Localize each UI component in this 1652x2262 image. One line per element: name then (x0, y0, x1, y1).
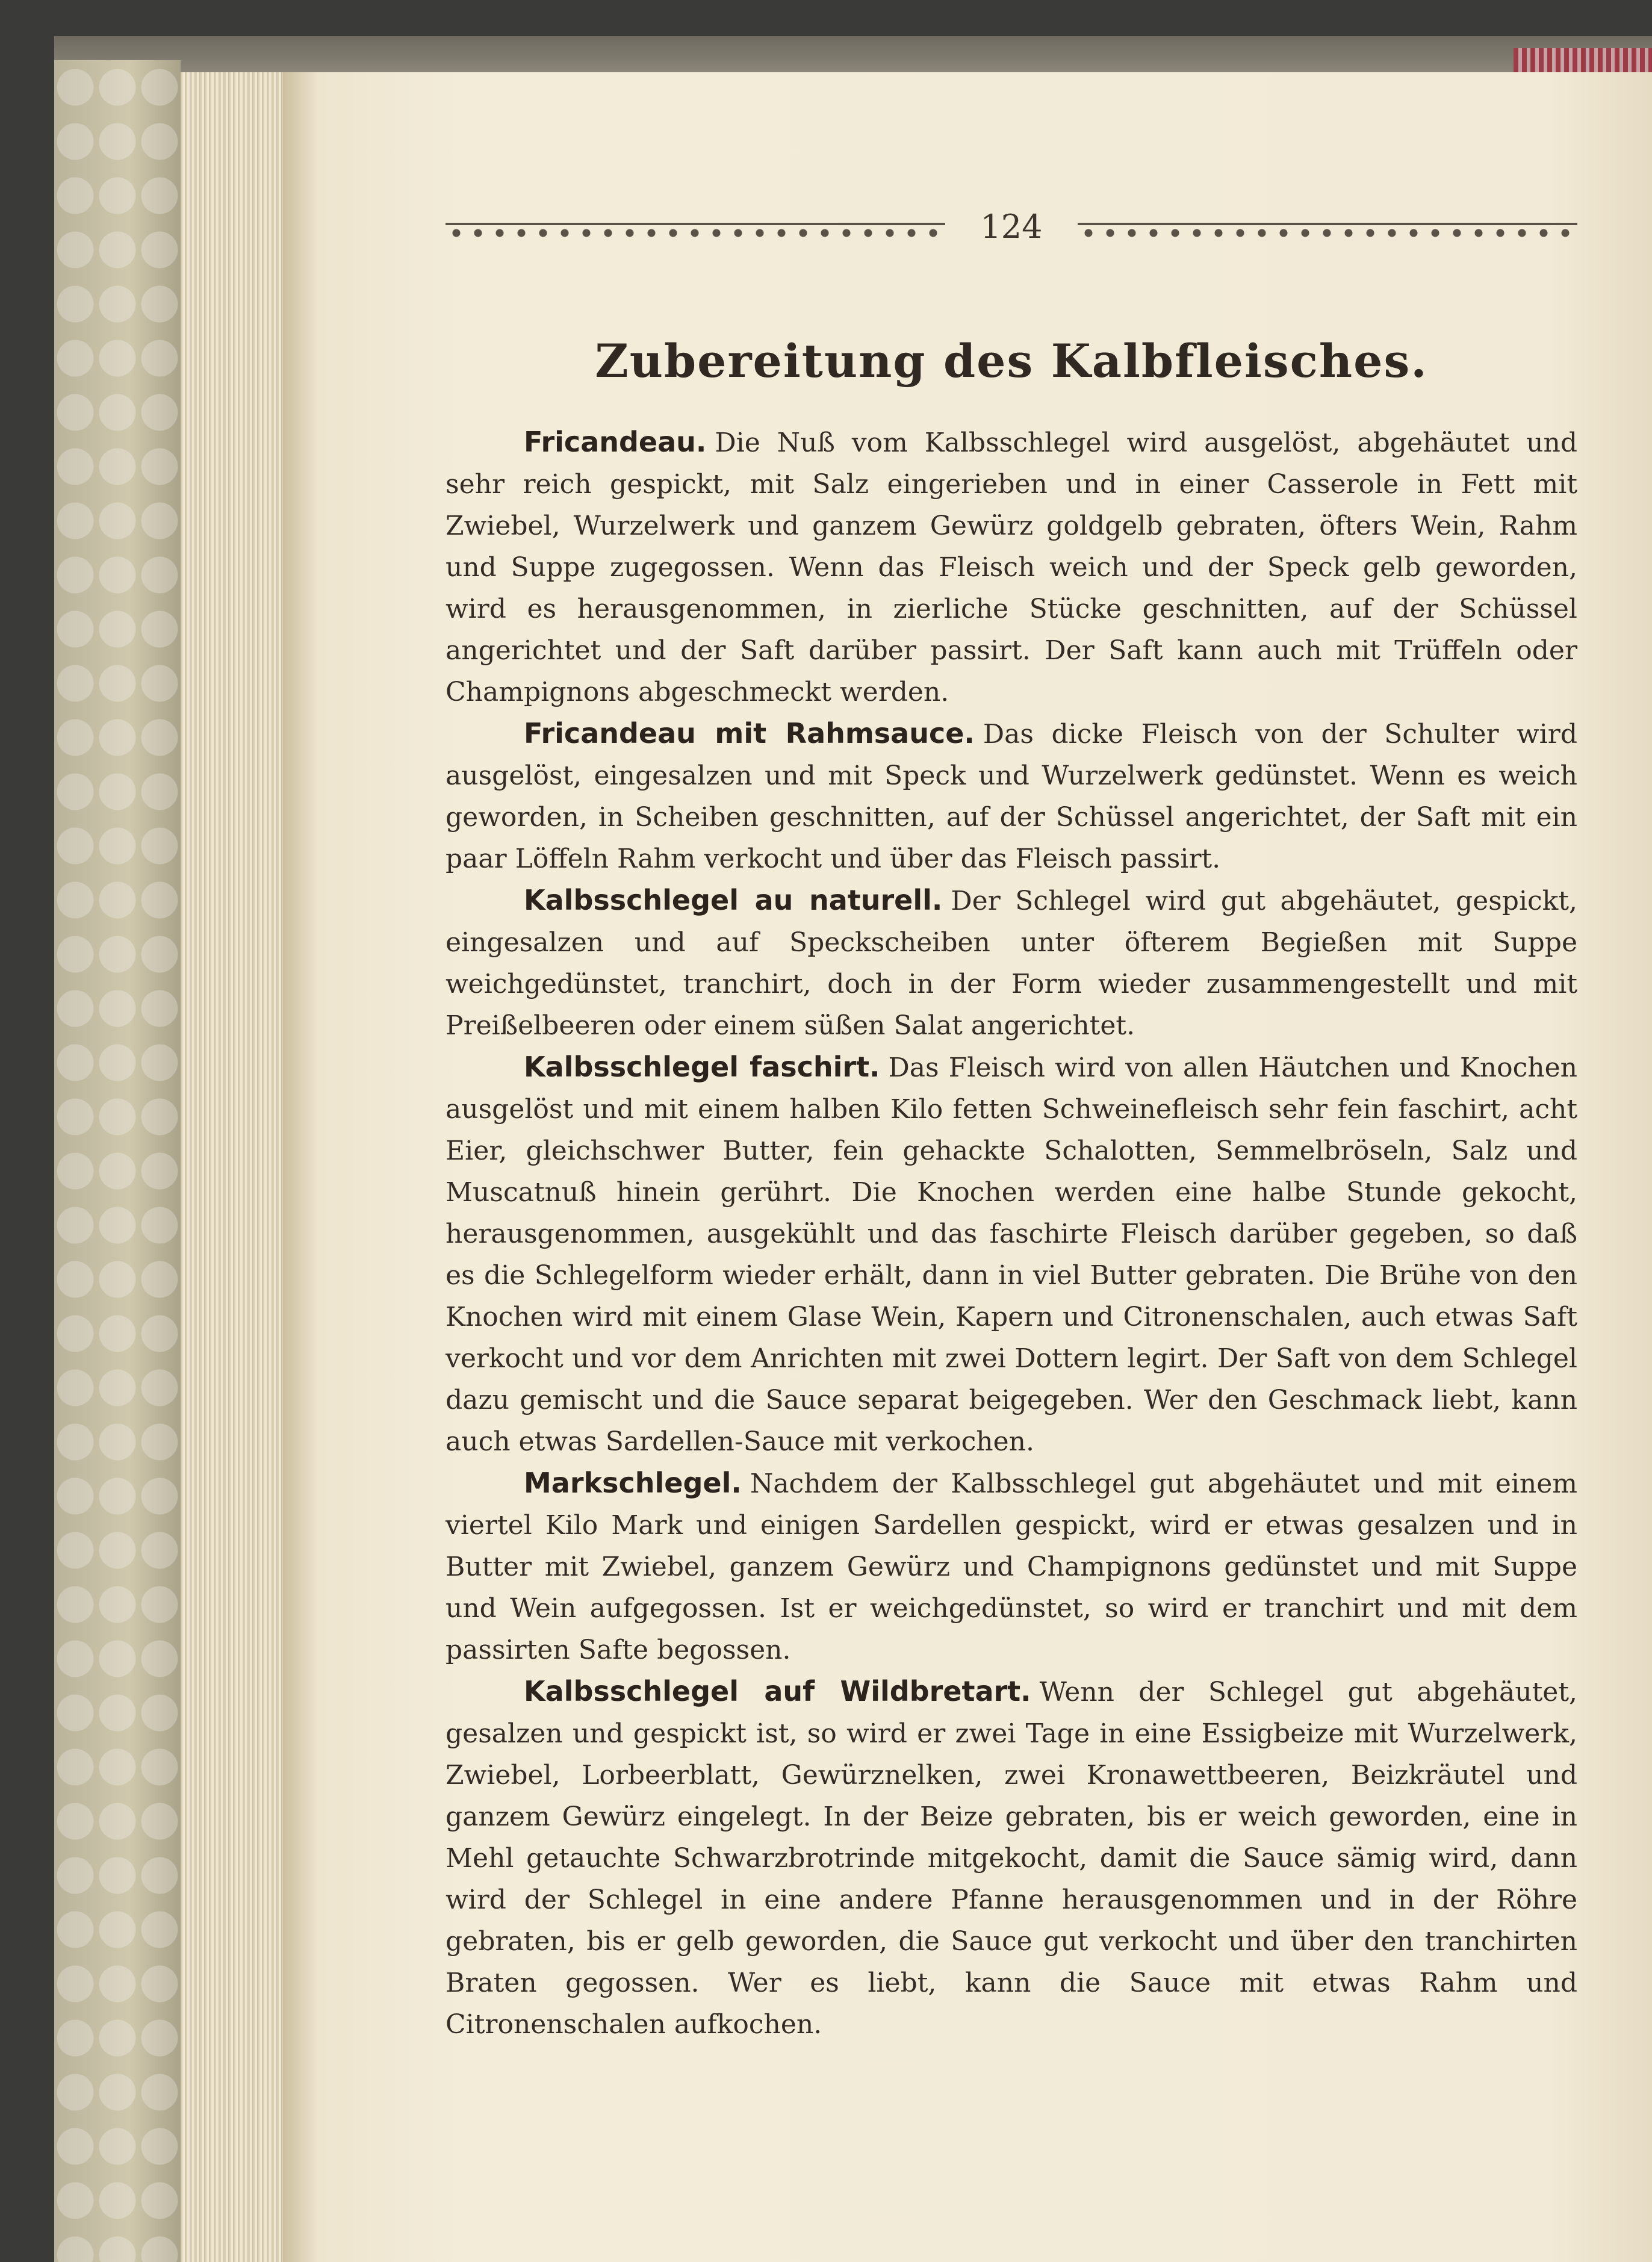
book-cover-left (54, 60, 181, 2262)
recipe-body: Nachdem der Kalbsschlegel gut abgehäutet und mit einem viertel Kilo Mark und einigen Sardellen gespickt, wird er etwas gesalzen und in Butter mit Zwiebel, ganzem Gewürz und Champignons gedünstet und mit Suppe und Wein aufgegossen. Ist er weichgedünstet, so wird er tranchirt und mit dem passirten Safte begossen. (446, 1468, 1577, 1665)
recipe-kalbsschlegel-wildbretart (446, 1671, 1577, 2045)
header-ornament-right (1078, 223, 1577, 241)
recipe-heading: Fricandeau mit Rahmsauce. (524, 717, 975, 750)
recipe-heading: Kalbsschlegel faschirt. (524, 1051, 880, 1083)
recipe-text (446, 421, 1577, 2045)
cover-binding-strip (1514, 48, 1652, 72)
recipe-body: Die Nuß vom Kalbsschlegel wird ausgelöst, abgehäutet und sehr reich gespickt, mit Salz eingerieben und in einer Casserole in Fett mit Zwiebel, Wurzelwerk und ganzem Gewürz goldgelb gebraten, öfters Wein, Rahm und Suppe zugegossen. Wenn das Fleisch weich und der Speck gelb geworden, wird es herausgenommen, in zierliche Stücke geschnitten, auf der Schüssel angerichtet und der Saft darüber passirt. Der Saft kann auch mit Trüffeln oder Champignons abgeschmeckt werden. (446, 427, 1577, 707)
page-edges (181, 72, 283, 2262)
recipe-heading: Kalbsschlegel au naturell. (524, 884, 943, 916)
recipe-heading: Fricandeau. (524, 426, 707, 458)
recipe-body: Der Schlegel wird gut abgehäutet, gespickt, eingesalzen und auf Speckscheiben unter öfterem Begießen mit Suppe weichgedünstet, tranchirt, doch in der Form wieder zusammengestellt und mit Preißelbeeren oder einem süßen Salat angerichtet. (446, 886, 1578, 1041)
page-number: 124 (980, 208, 1043, 246)
header-ornament-left (446, 223, 945, 241)
recipe-body: Das dicke Fleisch von der Schulter wird ausgelöst, eingesalzen und mit Speck und Wurzelwerk gedünstet. Wenn es weich geworden, in Scheiben geschnitten, auf der Schüssel angerichtet, der Saft mit ein paar Löffeln Rahm verkocht und über das Fleisch passirt. (446, 719, 1577, 874)
recipe-fricandeau (446, 421, 1577, 713)
recipe-markschlegel (446, 1462, 1577, 1671)
recipe-body: Das Fleisch wird von allen Häutchen und Knochen ausgelöst und mit einem halben Kilo fetten Schweinefleisch sehr fein faschirt, acht Eier, gleichschwer Butter, fein gehackte Schalotten, Semmelbröseln, Salz und Muscatnuß hinein gerührt. Die Knochen werden eine halbe Stunde gekocht, herausgenommen, ausgekühlt und das faschirte Fleisch darüber gegeben, so daß es die Schlegelform wieder erhält, dann in viel Butter gebraten. Die Brühe von den Knochen wird mit einem Glase Wein, Kapern und Citronenschalen, auch etwas Saft verkocht und vor dem Anrichten mit zwei Dottern legirt. Der Saft von dem Schlegel dazu gemischt und die Sauce separat beigegeben. Wer den Geschmack liebt, kann auch etwas Sardellen-Sauce mit verkochen. (446, 1052, 1577, 1457)
recipe-kalbsschlegel-faschirt (446, 1046, 1577, 1462)
recipe-heading: Kalbsschlegel auf Wildbretart. (524, 1675, 1031, 1707)
recipe-kalbsschlegel-naturell (446, 880, 1577, 1046)
recipe-fricandeau-rahmsauce (446, 713, 1577, 880)
page-header (446, 208, 1577, 256)
recipe-body: Wenn der Schlegel gut abgehäutet, gesalzen und gespickt ist, so wird er zwei Tage in eine Essigbeize mit Wurzelwerk, Zwiebel, Lorbeerblatt, Gewürznelken, zwei Kronawettbeeren, Beizkräutel und ganzem Gewürz eingelegt. In der Beize gebraten, bis er weich geworden, eine in Mehl getauchte Schwarzbrotrinde mitgekocht, damit die Sauce sämig wird, dann wird der Schlegel in eine andere Pfanne herausgenommen und in der Röhre gebraten, bis er gelb geworden, die Sauce gut verkocht und über den tranchirten Braten gegossen. Wer es liebt, kann die Sauce mit etwas Rahm und Citronenschalen aufkochen. (446, 1677, 1577, 2040)
page-title: Zubereitung des Kalbfleisches. (595, 334, 1428, 388)
recipe-heading: Markschlegel. (524, 1467, 742, 1499)
